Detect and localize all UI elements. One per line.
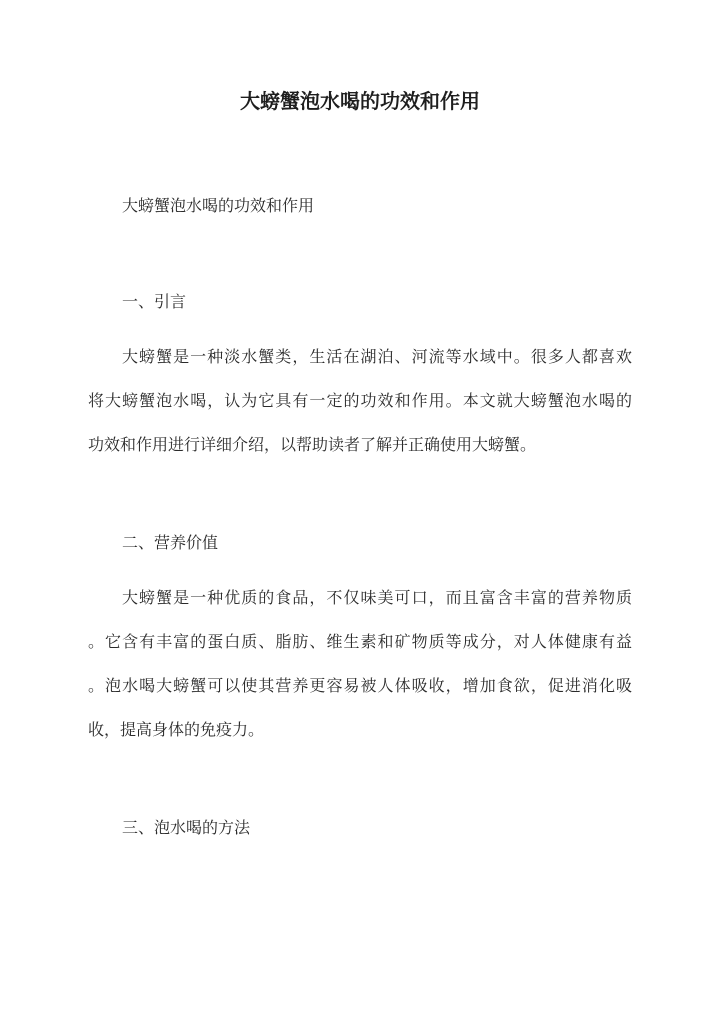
section-heading-intro: 一、引言 (122, 292, 187, 311)
document-subtitle: 大螃蟹泡水喝的功效和作用 (122, 196, 315, 215)
section-body-intro (88, 345, 632, 457)
paragraph-line: 大螃蟹是一种优质的食品，不仅味美可口，而且富含丰富的营养物质 (122, 588, 632, 607)
paragraph-line: 功效和作用进行详细介绍，以帮助读者了解并正确使用大螃蟹。 (88, 435, 537, 454)
paragraph-line: 。泡水喝大螃蟹可以使其营养更容易被人体吸收，增加食欲，促进消化吸 (88, 676, 632, 695)
document-title: 大螃蟹泡水喝的功效和作用 (240, 89, 480, 113)
section-body-nutrition (88, 586, 632, 742)
paragraph-line: 将大螃蟹泡水喝，认为它具有一定的功效和作用。本文就大螃蟹泡水喝的 (88, 391, 632, 410)
paragraph-line: 收，提高身体的免疫力。 (88, 720, 265, 739)
section-heading-nutrition: 二、营养价值 (122, 533, 219, 552)
section-heading-method: 三、泡水喝的方法 (122, 818, 251, 837)
paragraph-line: 。它含有丰富的蛋白质、脂肪、维生素和矿物质等成分，对人体健康有益 (88, 632, 632, 651)
paragraph-line: 大螃蟹是一种淡水蟹类，生活在湖泊、河流等水域中。很多人都喜欢 (122, 347, 632, 366)
